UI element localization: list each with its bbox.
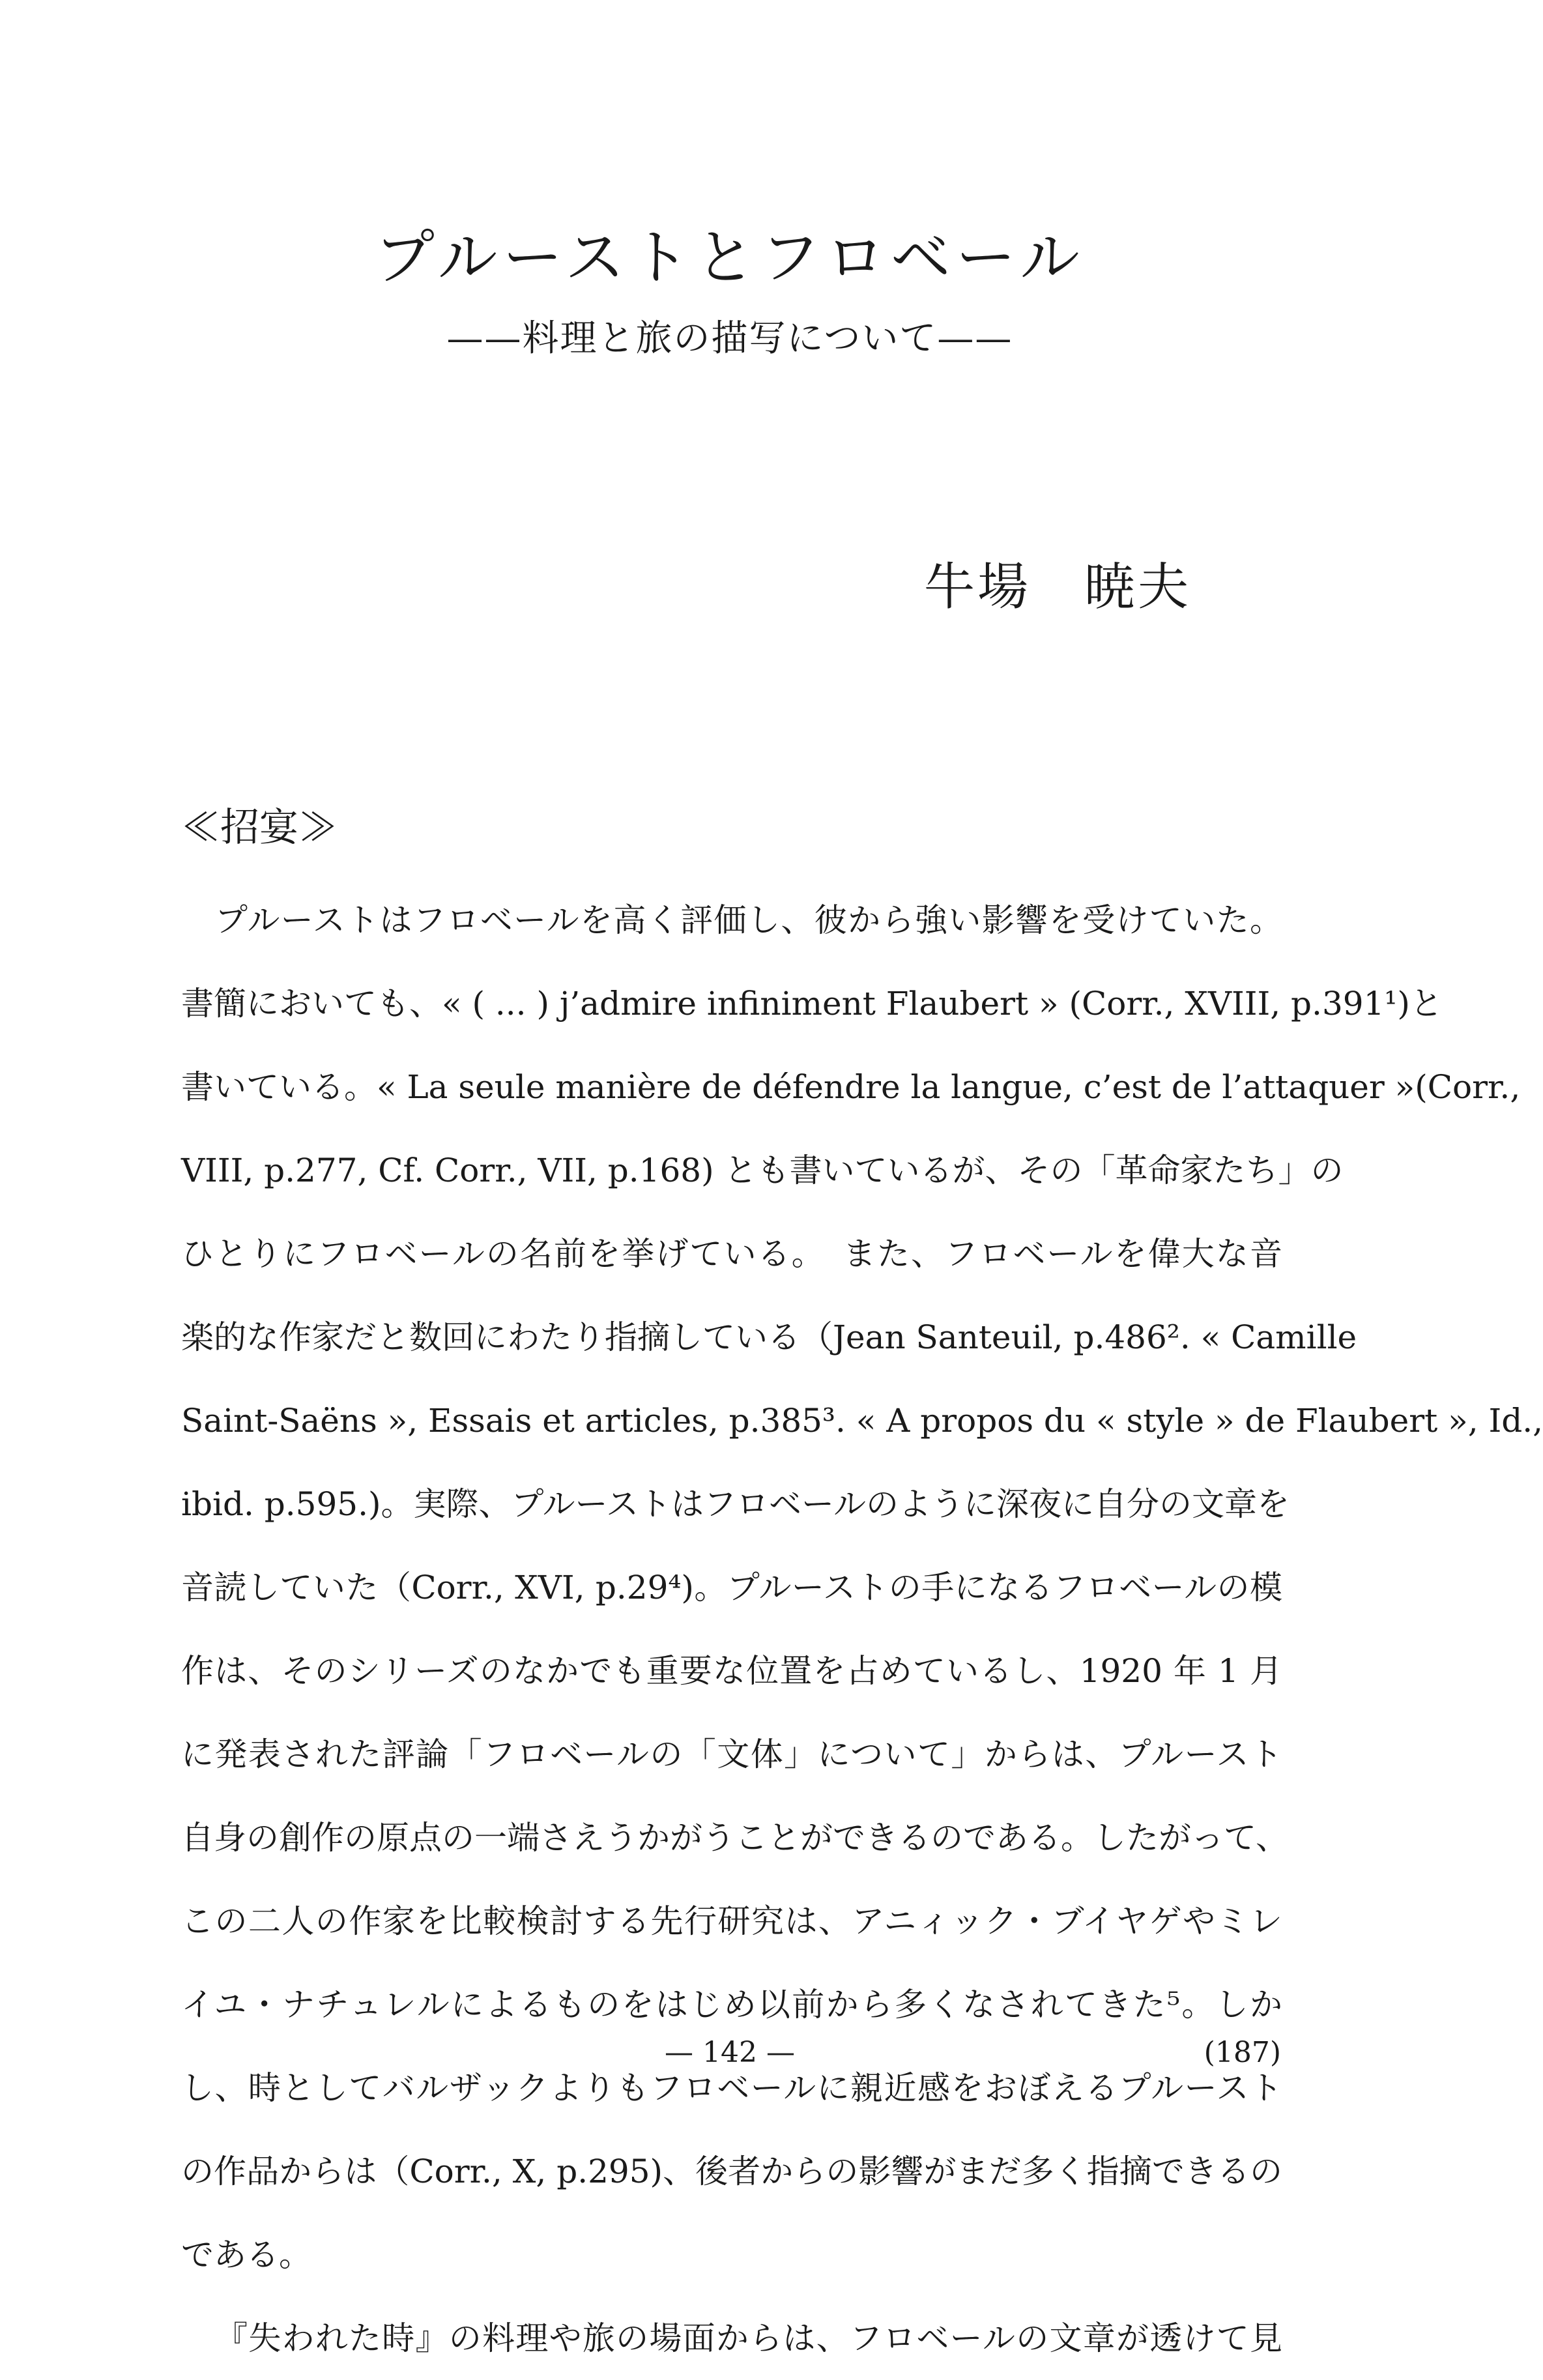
body-line: 書いている。« La seule manière de défendre la langue, c’est de l’attaquer »(Corr.,: [181, 1068, 1521, 1106]
body-line: ひとりにフロベールの名前を挙げている。 また、フロベールを偉大な音: [181, 1235, 1282, 1273]
body-line: の作品からは（Corr., X, p.295)、後者からの影響がまだ多く指摘できるの: [181, 2153, 1282, 2190]
body-line: Saint-Saëns », Essais et articles, p.385³. « A propos du « style » de Flaubert », Id.,: [181, 1402, 1543, 1440]
body-line: 作は、そのシリーズのなかでも重要な位置を占めているし、1920 年 1 月: [181, 1652, 1282, 1690]
section-heading: ≪招宴≫: [181, 805, 338, 850]
body-line: 書簡においても、« ( ... ) j’admire infiniment Flaubert » (Corr., XVIII, p.391¹)と: [181, 985, 1443, 1023]
author-name: 牛場 暁夫: [923, 558, 1191, 617]
body-line: し、時としてバルザックよりもフロベールに親近感をおぼえるプルースト: [181, 2069, 1282, 2107]
body-line: 音読していた（Corr., XVI, p.29⁴)。プルーストの手になるフロベールの模: [181, 1569, 1282, 1606]
body-line: に発表された評論「フロベールの「文体」について」からは、プルースト: [181, 1735, 1282, 1773]
page-number: — 142 —: [665, 2036, 795, 2069]
body-text: [181, 878, 1543, 2380]
article-subtitle: ——料理と旅の描写について——: [446, 317, 1013, 360]
body-line: イユ・ナチュレルによるものをはじめ以前から多くなされてきた⁵。しか: [181, 1986, 1282, 2024]
body-line: 楽的な作家だと数回にわたり指摘している（Jean Santeuil, p.486². « Camille: [181, 1318, 1357, 1356]
body-line: プルーストはフロベールを高く評価し、彼から強い影響を受けていた。: [215, 901, 1282, 939]
page-reference: (187): [1204, 2036, 1281, 2069]
body-line: VIII, p.277, Cf. Corr., VII, p.168) とも書いているが、その「革命家たち」の: [181, 1152, 1344, 1189]
article-title: プルーストとフロベール: [375, 223, 1085, 293]
body-line: 『失われた時』の料理や旅の場面からは、フロベールの文章が透けて見: [215, 2319, 1282, 2357]
body-line: 自身の創作の原点の一端さえうかがうことができるのである。したがって、: [181, 1819, 1288, 1857]
body-line: この二人の作家を比較検討する先行研究は、アニィック・ブイヤゲやミレ: [181, 1902, 1282, 1940]
body-line: ibid. p.595.)。実際、プルーストはフロベールのように深夜に自分の文章を: [181, 1485, 1290, 1523]
body-line: である。: [181, 2236, 311, 2274]
